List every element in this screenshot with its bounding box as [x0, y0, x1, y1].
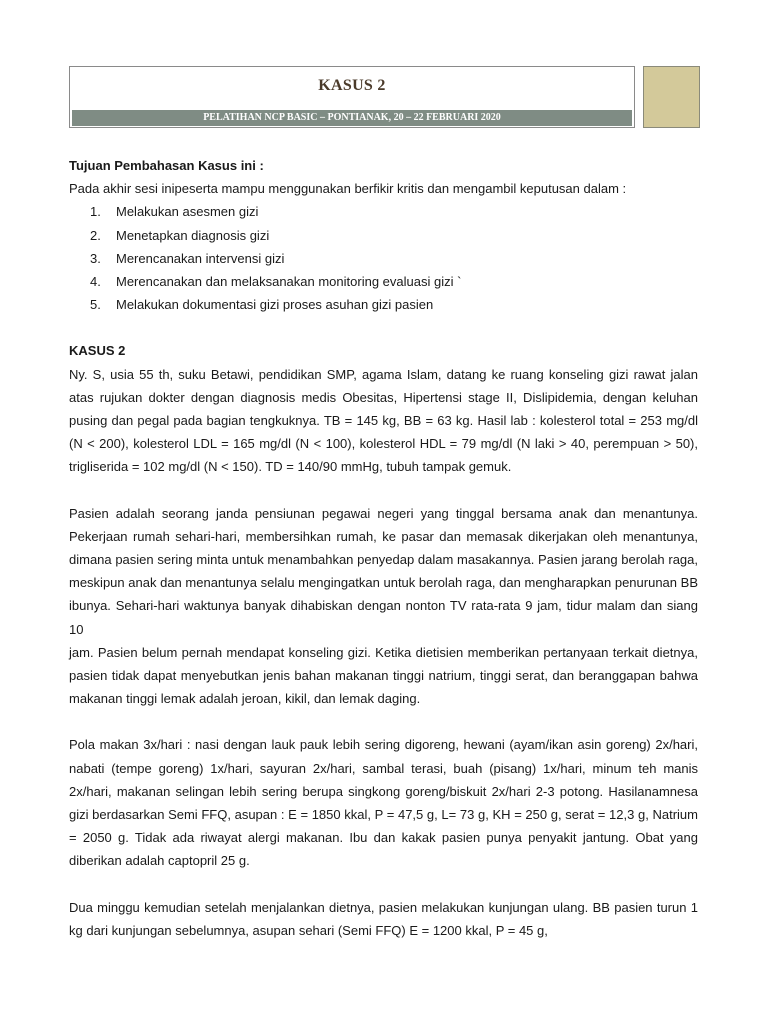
page-title: KASUS 2: [318, 77, 386, 94]
list-text: Melakukan dokumentasi gizi proses asuhan gizi pasien: [116, 297, 434, 313]
list-text: Merencanakan dan melaksanakan monitoring evaluasi gizi `: [116, 274, 462, 290]
objectives-intro: Pada akhir sesi inipeserta mampu menggunakan berfikir kritis dan mengambil keputusan dalam :: [69, 181, 627, 197]
header-box: [69, 66, 635, 128]
objectives-heading: Tujuan Pembahasan Kasus ini :: [69, 158, 264, 173]
case-paragraph-2a: Pasien adalah seorang janda pensiunan pegawai negeri yang tinggal bersama anak dan menantunya. Pekerjaan rumah sehari-hari, membersihkan rumah, ke pasar dan memasak dikerjakan oleh menantunya, dimana pasien sering minta untuk menambahkan penyedap dalam masakannya. Pasien jarang berolah raga, meskipun anak dan menantunya selalu mengingatkan untuk berolah raga, dan mengharapkan penurunan BB ibunya. Sehari-hari waktunya banyak dihabiskan dengan nonton TV rata-rata 9 jam, tidur malam dan siang 10: [69, 505, 698, 637]
case-paragraph-4: Dua minggu kemudian setelah menjalankan dietnya, pasien melakukan kunjungan ulang. BB pasien turun 1 kg dari kunjungan sebelumnya, asupan sehari (Semi FFQ) E = 1200 kkal, P = 45 g,: [69, 899, 698, 938]
case-heading: KASUS 2: [69, 343, 126, 359]
accent-box: [643, 66, 700, 128]
list-text: Menetapkan diagnosis gizi: [116, 227, 270, 243]
list-number: 3.: [90, 250, 101, 266]
case-paragraph-3: Pola makan 3x/hari : nasi dengan lauk pauk lebih sering digoreng, hewani (ayam/ikan asin goreng) 2x/hari, nabati (tempe goreng) 1x/hari, sayuran 2x/hari, sambal terasi, buah (pisang) 1x/hari, minum teh manis 2x/hari, makanan selingan lebih sering berupa singkong goreng/biskuit 2x/hari 2-3 potong. Hasilanamnesa gizi berdasarkan Semi FFQ, asupan : E = 1850 kkal, P = 47,5 g, L= 73 g, KH = 250 g, serat = 12,3 g, Natrium = 2050 g. Tidak ada riwayat alergi makanan. Ibu dan kakak pasien punya penyakit jantung. Obat yang diberikan adalah captopril 25 g.: [69, 737, 698, 869]
case-paragraph-1: Ny. S, usia 55 th, suku Betawi, pendidikan SMP, agama Islam, datang ke ruang konseling gizi rawat jalan atas rujukan dokter dengan diagnosis medis Obesitas, Hipertensi stage II, Dislipidemia, dengan keluhan pusing dan pegal pada bagian tengkuknya. TB = 145 kg, BB = 63 kg. Hasil lab : kolesterol total = 253 mg/dl (N < 200), kolesterol LDL = 165 mg/dl (N < 100), kolesterol HDL = 79 mg/dl (N laki > 40, perempuan > 50), trigliserida = 102 mg/dl (N < 150). TD = 140/90 mmHg, tubuh tampak gemuk.: [69, 366, 698, 475]
header-subtitle-bar: PELATIHAN NCP BASIC – PONTIANAK, 20 – 22 FEBRUARI 2020: [72, 110, 632, 126]
list-number: 4.: [90, 274, 101, 290]
list-item: [69, 293, 698, 316]
list-item: [69, 270, 698, 293]
list-number: 1.: [90, 204, 101, 220]
list-text: Melakukan asesmen gizi: [116, 204, 259, 220]
list-item: [69, 200, 698, 223]
list-text: Merencanakan intervensi gizi: [116, 250, 285, 266]
objectives-list: [69, 200, 698, 316]
case-paragraph-2b: jam. Pasien belum pernah mendapat konseling gizi. Ketika dietisien memberikan pertanyaan terkait dietnya, pasien tidak dapat menyebutkan jenis bahan makanan tinggi natrium, tinggi serat, dan beranggapan bahwa makanan tinggi lemak adalah jeroan, kikil, dan lemak daging.: [69, 644, 698, 707]
list-item: [69, 224, 698, 247]
list-number: 5.: [90, 297, 101, 313]
document-body: [69, 154, 698, 942]
list-number: 2.: [90, 227, 101, 243]
list-item: [69, 247, 698, 270]
